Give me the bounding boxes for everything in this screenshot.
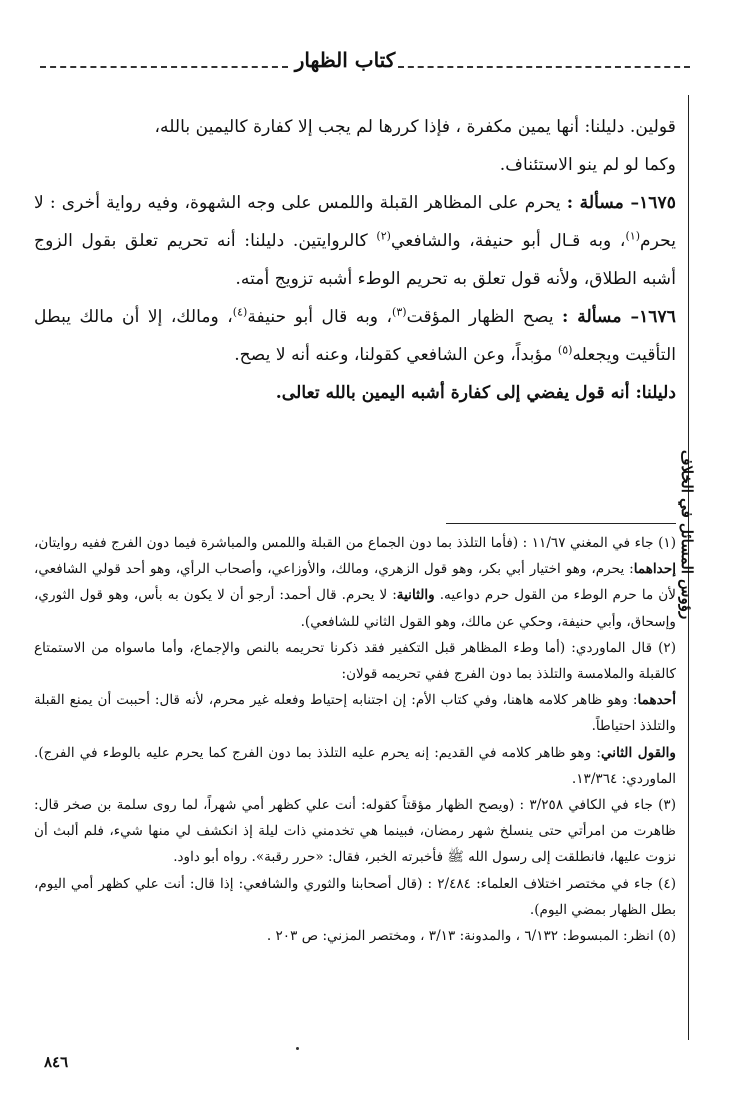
footnote-1: (١) جاء في المغني ١١/٦٧ : (فأما التلذذ بما دون الجماع من القبلة واللمس والمباشرة فيما دون الفرج ففيه روايتان، إحداهما: يحرم، وهو اختيار أبي بكر، وهو قول الزهري، ومالك، والأوزاعي، وأصحاب الرأي، وهو أحد قولي الشافعي، لأن ما حرم الوطء من القول حرم دواعيه. والثانية: لا يحرم. قال أحمد: أرجو أن لا يكون به بأس، وهو قول الثوري، وإسحاق، وأبي حنيفة، وحكي عن مالك، وهو القول الثاني للشافعي). xyxy=(34,535,677,630)
footnote-ref[interactable]: (٥) xyxy=(557,343,573,357)
footnote-3: (٣) جاء في الكافي ٣/٢٥٨ : (ويصح الظهار مؤقتاً كقوله: أنت علي كظهر أمي شهراً، لما روى سلمة بن صخر قال: ظاهرت من امرأتي حتى ينسلخ شهر رمضان، فبينما هي تخدمني ذات ليلة إذ انكشف لي منها شيء، فلم ألبث أن نزوت عليها، فانطلقت إلى رسول الله ﷺ فأخبرته الخبر، فقال: «حرر رقبة». رواه أبو داود. xyxy=(34,797,677,866)
footnote-5: (٥) انظر: المبسوط: ٦/١٣٢ ، والمدونة: ٣/١٣ ، ومختصر المزني: ص ٢٠٣ . xyxy=(266,928,676,945)
paragraph-1: قولين. دليلنا: أنها يمين مكفرة ، فإذا كررها لم يجب إلا كفارة كاليمين بالله، وكما لو لم ينو الاستئناف. xyxy=(154,117,676,175)
footnote-separator xyxy=(446,523,676,524)
page-number: ٨٤٦ xyxy=(44,1053,69,1071)
print-speck xyxy=(296,1047,299,1050)
masala-1675: ١٦٧٥– مسألة : يحرم على المظاهر القبلة واللمس على وجه الشهوة، وفيه رواية أخرى : لا يحرم$^{(١)}$، وبه قـال أبو حنيفة، والشافعي$^{(٢)}$ كالروايتين. دليلنا: أنه تحريم تعلق بقول الزوج أشبه الطلاق، ولأنه قول تعلق به تحريم الوطء أشبه تزويج أمته. xyxy=(34,193,676,289)
header-rule-left xyxy=(40,66,288,68)
footnote-4: (٤) جاء في مختصر اختلاف العلماء: ٢/٤٨٤ : (قال أصحابنا والثوري والشافعي: إذا قال: أنت علي كظهر أمي اليوم، بطل الظهار بمضي اليوم). xyxy=(34,875,676,918)
footnote-2-b: أحدهما: وهو ظاهر كلامه هاهنا، وفي كتاب الأم: إن اجتنابه إحتياط وفعله غير محرم، لأنه قال: أحببت أن يمنع القبلة والتلذذ احتياطاً. xyxy=(34,692,676,735)
running-title-text: رؤوس المسائل في الخلاف xyxy=(678,450,696,620)
masala-1676: ١٦٧٦– مسألة : يصح الظهار المؤقت$^{(٣)}$، وبه قال أبو حنيفة$^{(٤)}$، ومالك، إلا أن مالك يبطل التأقيت ويجعله$^{(٥)}$ مؤبداً، وعن الشافعي كقولنا، وعنه أنه لا يصح. دليلنا: أنه قول يفضي إلى كفارة أشبه اليمين بالله تعالى. xyxy=(34,305,676,403)
header-rule-right xyxy=(398,66,690,68)
footnote-2-c: والقول الثاني: وهو ظاهر كلامه في القديم: إنه يحرم عليه التلذذ بما دون الفرج كما يحرم عليه بالوطء في الفرج). الماوردي: ١٣/٣٦٤. xyxy=(34,744,676,787)
main-text xyxy=(34,108,676,412)
footnote-ref[interactable]: (١) xyxy=(625,229,640,243)
footnote-ref[interactable]: (٣) xyxy=(392,305,407,319)
footnote-2: (٢) قال الماوردي: (أما وطء المظاهر قبل التكفير فقد ذكرنا تحريمه بالنص والإجماع، وأما ماسواه من الاستمتاع كالقبلة والملامسة والتلذذ بما دون الفرج ففي تحريمه قولان: xyxy=(34,639,676,683)
footnote-ref[interactable]: (٤) xyxy=(232,305,248,319)
page-title: كتاب الظهار xyxy=(294,48,396,72)
masala-number: ١٦٧٦– مسألة : xyxy=(562,307,676,327)
masala-number: ١٦٧٥– مسألة : xyxy=(566,193,676,213)
footnotes xyxy=(34,530,676,949)
footnote-ref[interactable]: (٢) xyxy=(376,229,391,243)
